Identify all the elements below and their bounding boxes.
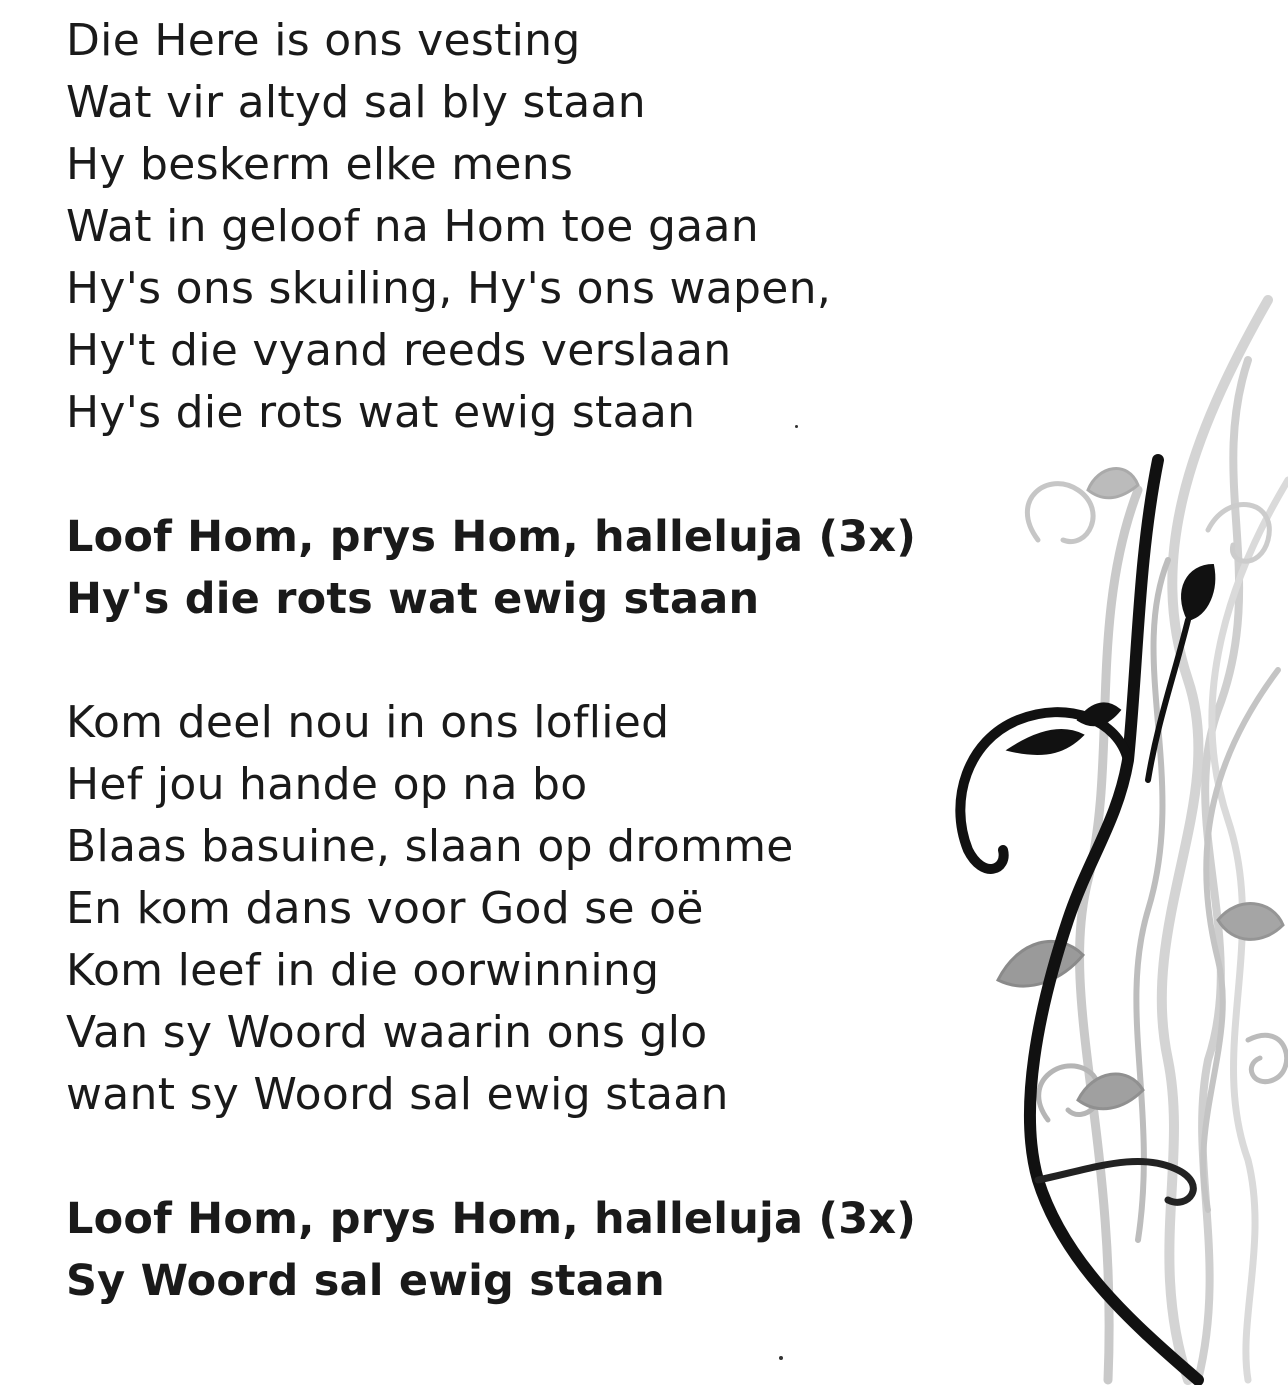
verse-2-line: want sy Woord sal ewig staan [66, 1069, 729, 1120]
verse-1-line: Wat in geloof na Hom toe gaan [66, 201, 759, 252]
chorus-1-line: Hy's die rots wat ewig staan [66, 574, 760, 624]
chorus-2-line: Sy Woord sal ewig staan [66, 1256, 665, 1306]
chorus-2-line: Loof Hom, prys Hom, halleluja (3x) [66, 1194, 917, 1244]
print-speck [779, 1356, 783, 1360]
stanza-spacer [66, 444, 926, 506]
verse-2-line: Van sy Woord waarin ons glo [66, 1007, 708, 1058]
verse-2 [66, 692, 926, 1126]
verse-2-line: Kom deel nou in ons loflied [66, 697, 670, 748]
verse-1-line: Hy's die rots wat ewig staan [66, 387, 696, 438]
verse-1-line: Hy's ons skuiling, Hy's ons wapen, [66, 263, 832, 314]
chorus-1-line: Loof Hom, prys Hom, halleluja (3x) [66, 512, 917, 562]
verse-1-line: Die Here is ons vesting [66, 15, 581, 66]
verse-2-line: Kom leef in die oorwinning [66, 945, 660, 996]
lyrics-column [66, 10, 926, 1312]
verse-2-line: Hef jou hande op na bo [66, 759, 588, 810]
chorus-2 [66, 1188, 926, 1312]
verse-2-line: Blaas basuine, slaan op dromme [66, 821, 794, 872]
print-speck [795, 425, 798, 428]
verse-1-line: Wat vir altyd sal bly staan [66, 77, 646, 128]
verse-1-line: Hy't die vyand reeds verslaan [66, 325, 732, 376]
verse-1 [66, 10, 926, 444]
verse-2-line: En kom dans voor God se oë [66, 883, 704, 934]
floral-swirl-vine-icon [888, 60, 1288, 1385]
verse-1-line: Hy beskerm elke mens [66, 139, 574, 190]
stanza-spacer [66, 630, 926, 692]
stanza-spacer [66, 1126, 926, 1188]
chorus-1 [66, 506, 926, 630]
